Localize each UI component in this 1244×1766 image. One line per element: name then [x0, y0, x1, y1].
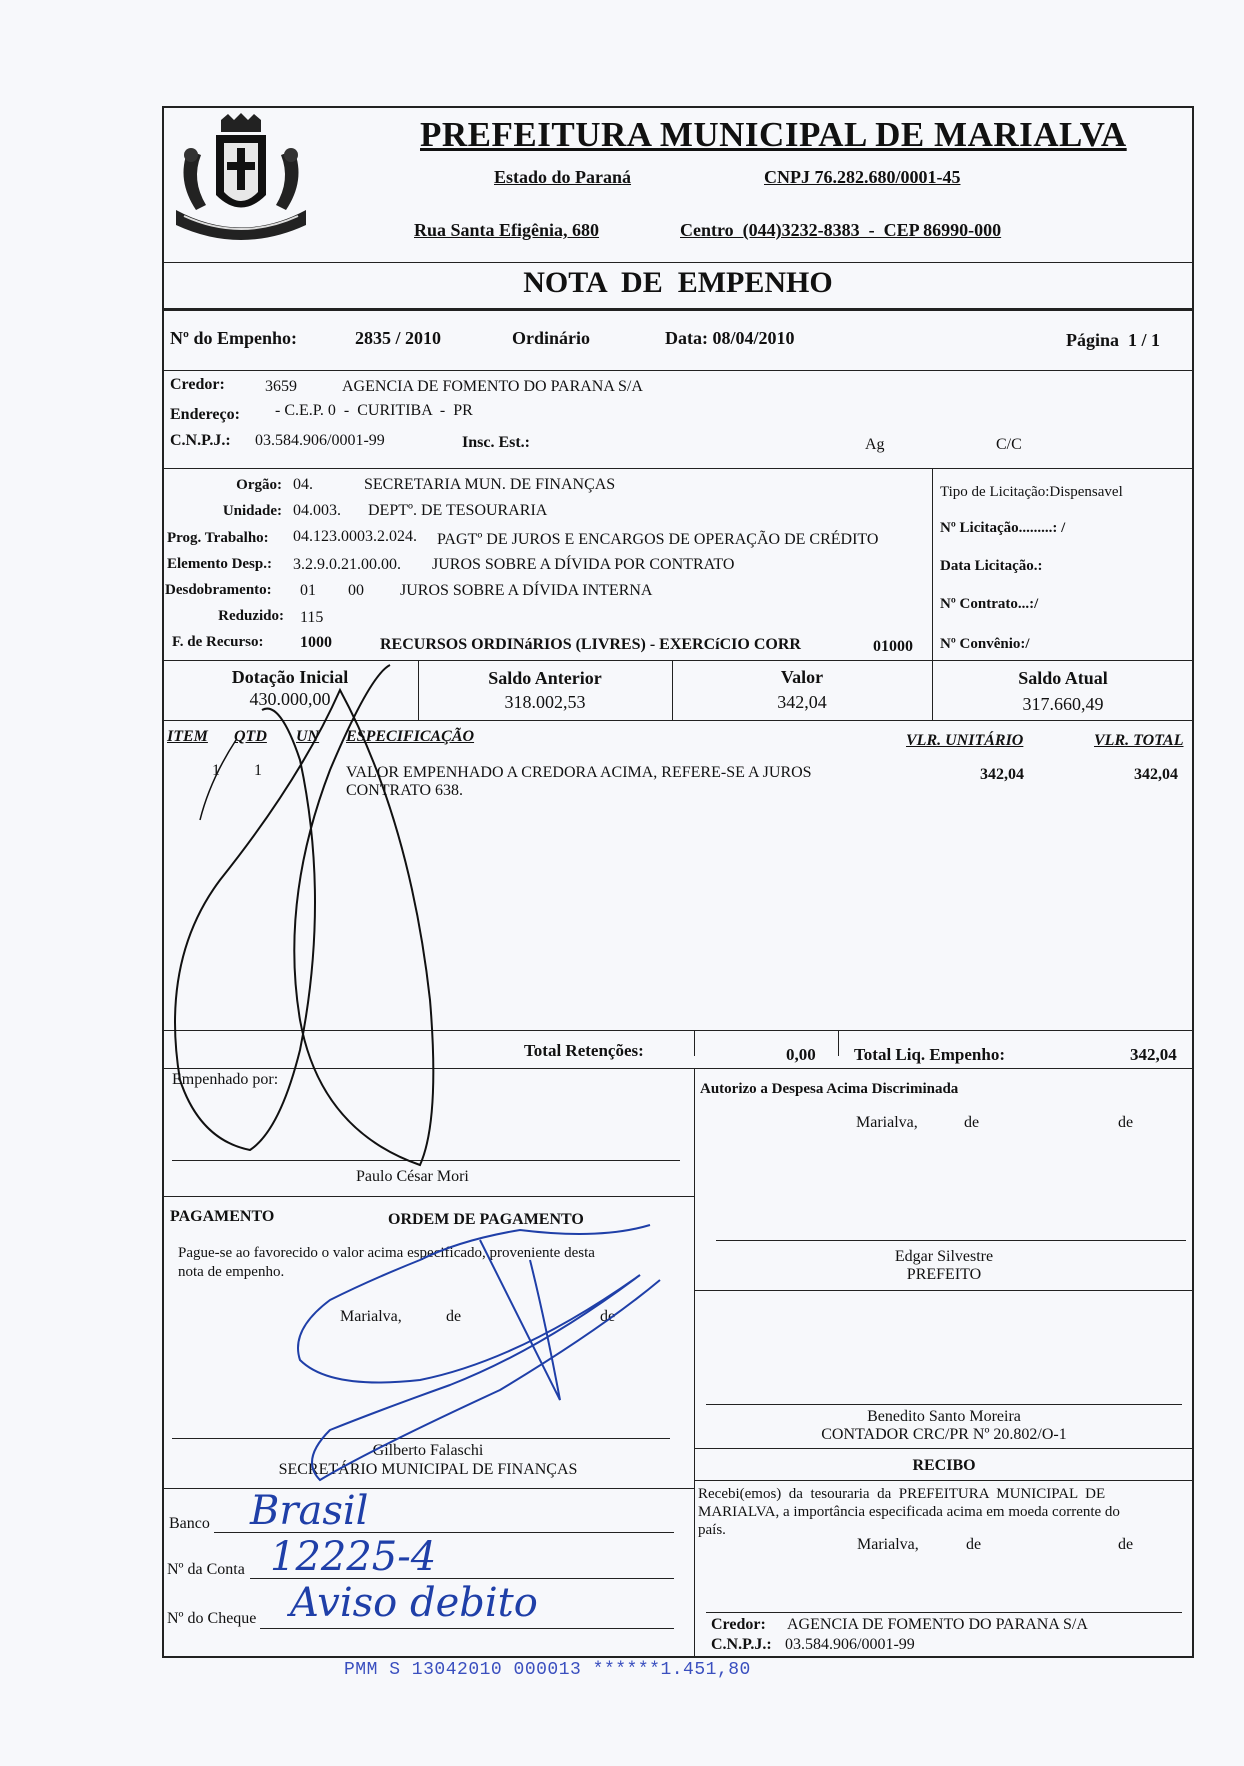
- elemento-label: Elemento Desp.:: [167, 556, 272, 572]
- empenhado-signer: Paulo César Mori: [356, 1168, 469, 1185]
- recibo-de2: de: [1118, 1536, 1134, 1553]
- valor-label: Valor: [780, 667, 824, 687]
- recibo-text1: Recebi(emos) da tesouraria da PREFEITURA MUNICIPAL DE: [698, 1486, 1106, 1502]
- col-total: VLR. TOTAL: [1094, 732, 1184, 749]
- autorizo-place: Marialva,: [856, 1114, 918, 1131]
- recibo-credor-label: Credor:: [711, 1616, 766, 1633]
- recurso-label: F. de Recurso:: [172, 634, 264, 650]
- payment-stamp: PMM S 13042010 000013 ******1.451,80: [344, 1660, 751, 1680]
- recibo-credor-name: AGENCIA DE FOMENTO DO PARANA S/A: [787, 1616, 1088, 1633]
- pagamento-text2: nota de empenho.: [178, 1264, 285, 1280]
- cnpj-credor-value: 03.584.906/0001-99: [255, 432, 385, 449]
- liq-value: 342,04: [1130, 1045, 1177, 1064]
- conta-label: Nº da Conta: [167, 1561, 245, 1578]
- empenhado-label: Empenhado por:: [172, 1071, 279, 1088]
- prog-name: PAGTº DE JUROS E ENCARGOS DE OPERAÇÃO DE CRÉDITO: [437, 531, 879, 548]
- col-qtd: QTD: [234, 728, 267, 745]
- recibo-de1: de: [966, 1536, 982, 1553]
- pagamento-place: Marialva,: [340, 1308, 402, 1325]
- elemento-code: 3.2.9.0.21.00.00.: [293, 556, 401, 573]
- doc-title: NOTA DE EMPENHO: [523, 266, 833, 299]
- pagamento-de1: de: [446, 1308, 462, 1325]
- desdobramento-code: 01: [300, 582, 316, 599]
- orgao-name: SECRETARIA MUN. DE FINANÇAS: [364, 476, 616, 493]
- cc-label: C/C: [996, 436, 1022, 453]
- unidade-code: 04.003.: [293, 502, 341, 519]
- orgao-code: 04.: [293, 476, 313, 493]
- address-label: Rua Santa Efigênia, 680: [414, 220, 600, 240]
- recurso-name: RECURSOS ORDINáRIOS (LIVRES) - EXERCíCIO CORR: [380, 636, 801, 653]
- banco-label: Banco: [169, 1515, 210, 1532]
- recibo-cnpj-value: 03.584.906/0001-99: [785, 1636, 915, 1653]
- orgao-label: Orgão:: [236, 477, 282, 493]
- pagamento-de2: de: [600, 1308, 616, 1325]
- ordem-label: ORDEM DE PAGAMENTO: [388, 1211, 584, 1228]
- autorizo-label: Autorizo a Despesa Acima Discriminada: [700, 1081, 959, 1097]
- recurso-code: 1000: [300, 634, 332, 651]
- col-unit: VLR. UNITÁRIO: [906, 732, 1024, 749]
- item-spec-line2: CONTRATO 638.: [346, 782, 464, 799]
- cheque-label: Nº do Cheque: [167, 1610, 257, 1627]
- endereco-label: Endereço:: [170, 406, 240, 423]
- saldo-anterior-label: Saldo Anterior: [488, 668, 602, 688]
- state-label: Estado do Paraná: [494, 167, 632, 187]
- desdobramento-sub: 00: [348, 582, 364, 599]
- item-qtd: 1: [254, 762, 262, 779]
- reduzido-value: 115: [300, 609, 324, 626]
- unidade-label: Unidade:: [222, 503, 282, 519]
- licitacao-data: Data Licitação.:: [940, 558, 1043, 574]
- empenho-label: Nº do Empenho:: [170, 328, 297, 348]
- autorizo-de1: de: [964, 1114, 980, 1131]
- conta-handwritten: 12225-4: [270, 1534, 437, 1580]
- prefeito-role: PREFEITO: [906, 1266, 982, 1283]
- licitacao-numero: Nº Licitação.........: /: [940, 520, 1066, 536]
- saldo-atual-value: 317.660,49: [1022, 694, 1104, 714]
- recibo-cnpj-label: C.N.P.J.:: [711, 1636, 772, 1653]
- prefeito-name: Edgar Silvestre: [894, 1248, 994, 1265]
- autorizo-de2: de: [1118, 1114, 1134, 1131]
- credor-code: 3659: [265, 378, 297, 395]
- saldo-atual-label: Saldo Atual: [1018, 668, 1108, 688]
- desdobramento-label: Desdobramento:: [165, 582, 272, 598]
- secretario-name: Gilberto Falaschi: [372, 1442, 484, 1459]
- cnpj-label: CNPJ 76.282.680/0001-45: [764, 167, 961, 187]
- valor-value: 342,04: [777, 692, 827, 712]
- licitacao-tipo: Tipo de Licitação:Dispensavel: [940, 484, 1123, 500]
- cheque-handwritten: Aviso debito: [290, 1580, 538, 1626]
- contador-role: CONTADOR CRC/PR Nº 20.802/O-1: [821, 1426, 1067, 1443]
- secretario-role: SECRETÁRIO MUNICIPAL DE FINANÇAS: [278, 1461, 578, 1478]
- unidade-name: DEPTº. DE TESOURARIA: [368, 502, 548, 519]
- col-item: ITEM: [167, 728, 208, 745]
- prog-code: 04.123.0003.2.024.: [293, 528, 417, 545]
- contact-label: Centro (044)3232-8383 - CEP 86990-000: [680, 220, 1002, 240]
- item-total: 342,04: [1134, 766, 1178, 783]
- cnpj-credor-label: C.N.P.J.:: [170, 432, 231, 449]
- licitacao-convenio: Nº Convênio:/: [940, 636, 1030, 652]
- retencoes-value: 0,00: [786, 1045, 816, 1064]
- endereco-value: - C.E.P. 0 - CURITIBA - PR: [275, 402, 473, 419]
- ag-label: Ag: [865, 436, 885, 453]
- contador-name: Benedito Santo Moreira: [867, 1408, 1021, 1425]
- elemento-name: JUROS SOBRE A DÍVIDA POR CONTRATO: [432, 556, 735, 573]
- empenho-date: Data: 08/04/2010: [665, 328, 795, 348]
- banco-handwritten: Brasil: [250, 1488, 369, 1534]
- recibo-text2: MARIALVA, a importância especificada acima em moeda corrente do: [698, 1504, 1120, 1520]
- pagamento-text1: Pague-se ao favorecido o valor acima especificado, proveniente desta: [178, 1245, 595, 1261]
- coat-of-arms-icon: [166, 110, 316, 255]
- item-spec-line1: VALOR EMPENHADO A CREDORA ACIMA, REFERE-SE A JUROS: [346, 764, 812, 781]
- col-spec: ESPECIFICAÇÃO: [346, 728, 475, 745]
- dotacao-inicial-value: 430.000,00: [249, 689, 331, 709]
- insc-label: Insc. Est.:: [462, 434, 531, 451]
- item-unit: 342,04: [980, 766, 1024, 783]
- retencoes-label: Total Retenções:: [524, 1041, 644, 1060]
- credor-label: Credor:: [170, 376, 225, 393]
- item-number: 1: [212, 762, 220, 779]
- credor-name: AGENCIA DE FOMENTO DO PARANA S/A: [342, 378, 643, 395]
- prog-label: Prog. Trabalho:: [167, 530, 269, 546]
- dotacao-inicial-label: Dotação Inicial: [231, 667, 349, 687]
- page-number: Página 1 / 1: [1066, 330, 1161, 350]
- desdobramento-name: JUROS SOBRE A DÍVIDA INTERNA: [400, 582, 653, 599]
- reduzido-label: Reduzido:: [218, 608, 284, 624]
- saldo-anterior-value: 318.002,53: [504, 692, 586, 712]
- recibo-label: RECIBO: [912, 1457, 976, 1474]
- prefeitura-title: PREFEITURA MUNICIPAL DE MARIALVA: [420, 115, 1127, 154]
- licitacao-contrato: Nº Contrato...:/: [940, 596, 1039, 612]
- liq-label: Total Liq. Empenho:: [854, 1045, 1005, 1064]
- recurso-num: 01000: [873, 638, 913, 655]
- pagamento-label: PAGAMENTO: [170, 1208, 275, 1225]
- recibo-place: Marialva,: [857, 1536, 919, 1553]
- empenho-number: 2835 / 2010: [355, 328, 442, 348]
- col-un: UN: [296, 728, 320, 745]
- empenho-type: Ordinário: [512, 328, 591, 348]
- recibo-text3: país.: [698, 1522, 726, 1538]
